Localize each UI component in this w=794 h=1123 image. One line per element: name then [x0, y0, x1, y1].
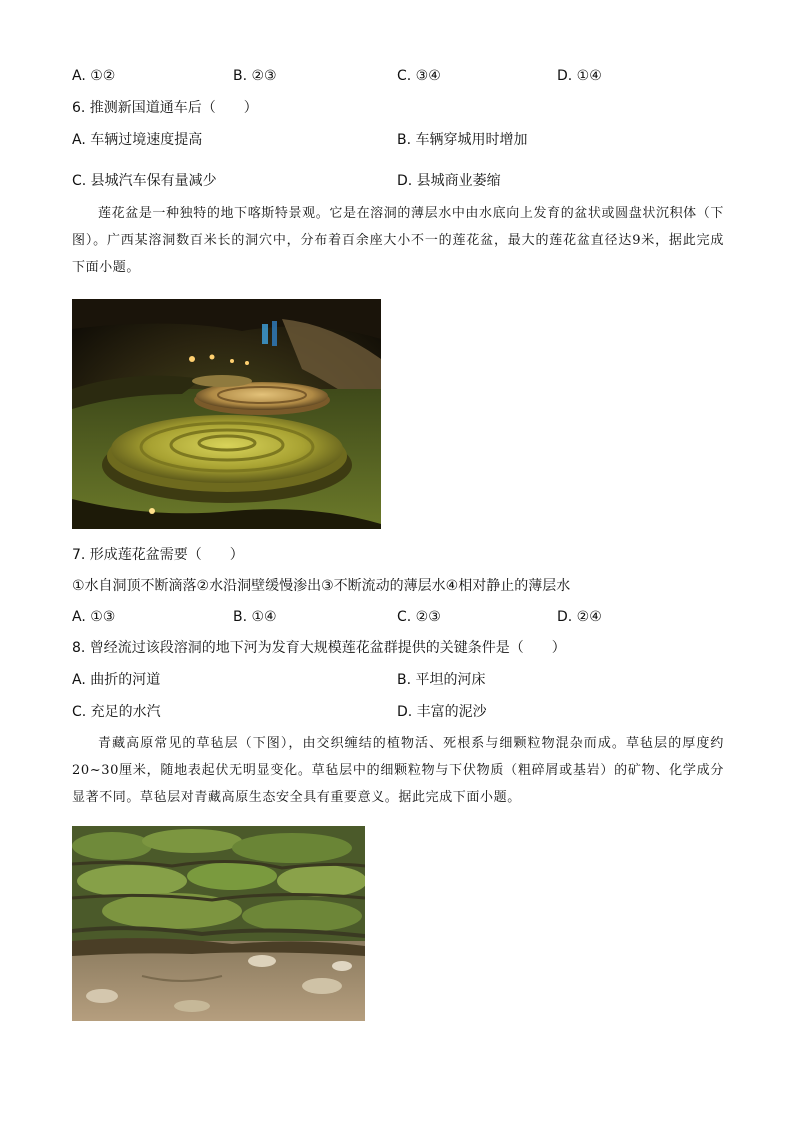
q6-option-a: A. 车辆过境速度提高	[72, 132, 203, 148]
turf-layer-photo	[72, 826, 365, 1021]
q6-option-c: C. 县城汽车保有量减少	[72, 173, 217, 189]
q7-stem: 7. 形成莲花盆需要（ ）	[72, 547, 244, 563]
q8-option-c: C. 充足的水汽	[72, 704, 161, 720]
turf-passage: 青藏高原常见的草毡层（下图），由交织缠结的植物活、死根系与细颗粒物混杂而成。草毡层的厚度约20~30厘米，随地表起伏无明显变化。草毡层中的细颗粒物与下伏物质（粗碎屑或基岩）的矿物、化学成分显著不同。草毡层对青藏高原生态安全具有重要意义。据此完成下面小题。	[72, 736, 724, 805]
q6-option-b: B. 车辆穿城用时增加	[397, 132, 528, 148]
q8-option-a: A. 曲折的河道	[72, 672, 161, 688]
lotus-passage: 莲花盆是一种独特的地下喀斯特景观。它是在溶洞的薄层水中由水底向上发育的盆状或圆盘状沉积体（下图）。广西某溶洞数百米长的洞穴中，分布着百余座大小不一的莲花盆，最大的莲花盆直径达9米，据此完成下面小题。	[72, 206, 724, 275]
q6-stem: 6. 推测新国道通车后（ ）	[72, 100, 258, 116]
q8-option-b: B. 平坦的河床	[397, 672, 486, 688]
lotus-basin-photo	[72, 299, 381, 529]
q5-option-a: A. ①②	[72, 68, 116, 84]
q5-option-d: D. ①④	[557, 68, 602, 84]
q7-statements: ①水自洞顶不断滴落②水沿洞壁缓慢渗出③不断流动的薄层水④相对静止的薄层水	[72, 578, 571, 594]
q6-option-d: D. 县城商业萎缩	[397, 173, 501, 189]
q7-option-c: C. ②③	[397, 609, 441, 625]
q5-option-c: C. ③④	[397, 68, 441, 84]
q7-option-d: D. ②④	[557, 609, 602, 625]
q8-option-d: D. 丰富的泥沙	[397, 704, 487, 720]
q7-option-a: A. ①③	[72, 609, 116, 625]
q5-option-b: B. ②③	[233, 68, 277, 84]
q8-stem: 8. 曾经流过该段溶洞的地下河为发育大规模莲花盆群提供的关键条件是（ ）	[72, 640, 566, 656]
q7-option-b: B. ①④	[233, 609, 277, 625]
